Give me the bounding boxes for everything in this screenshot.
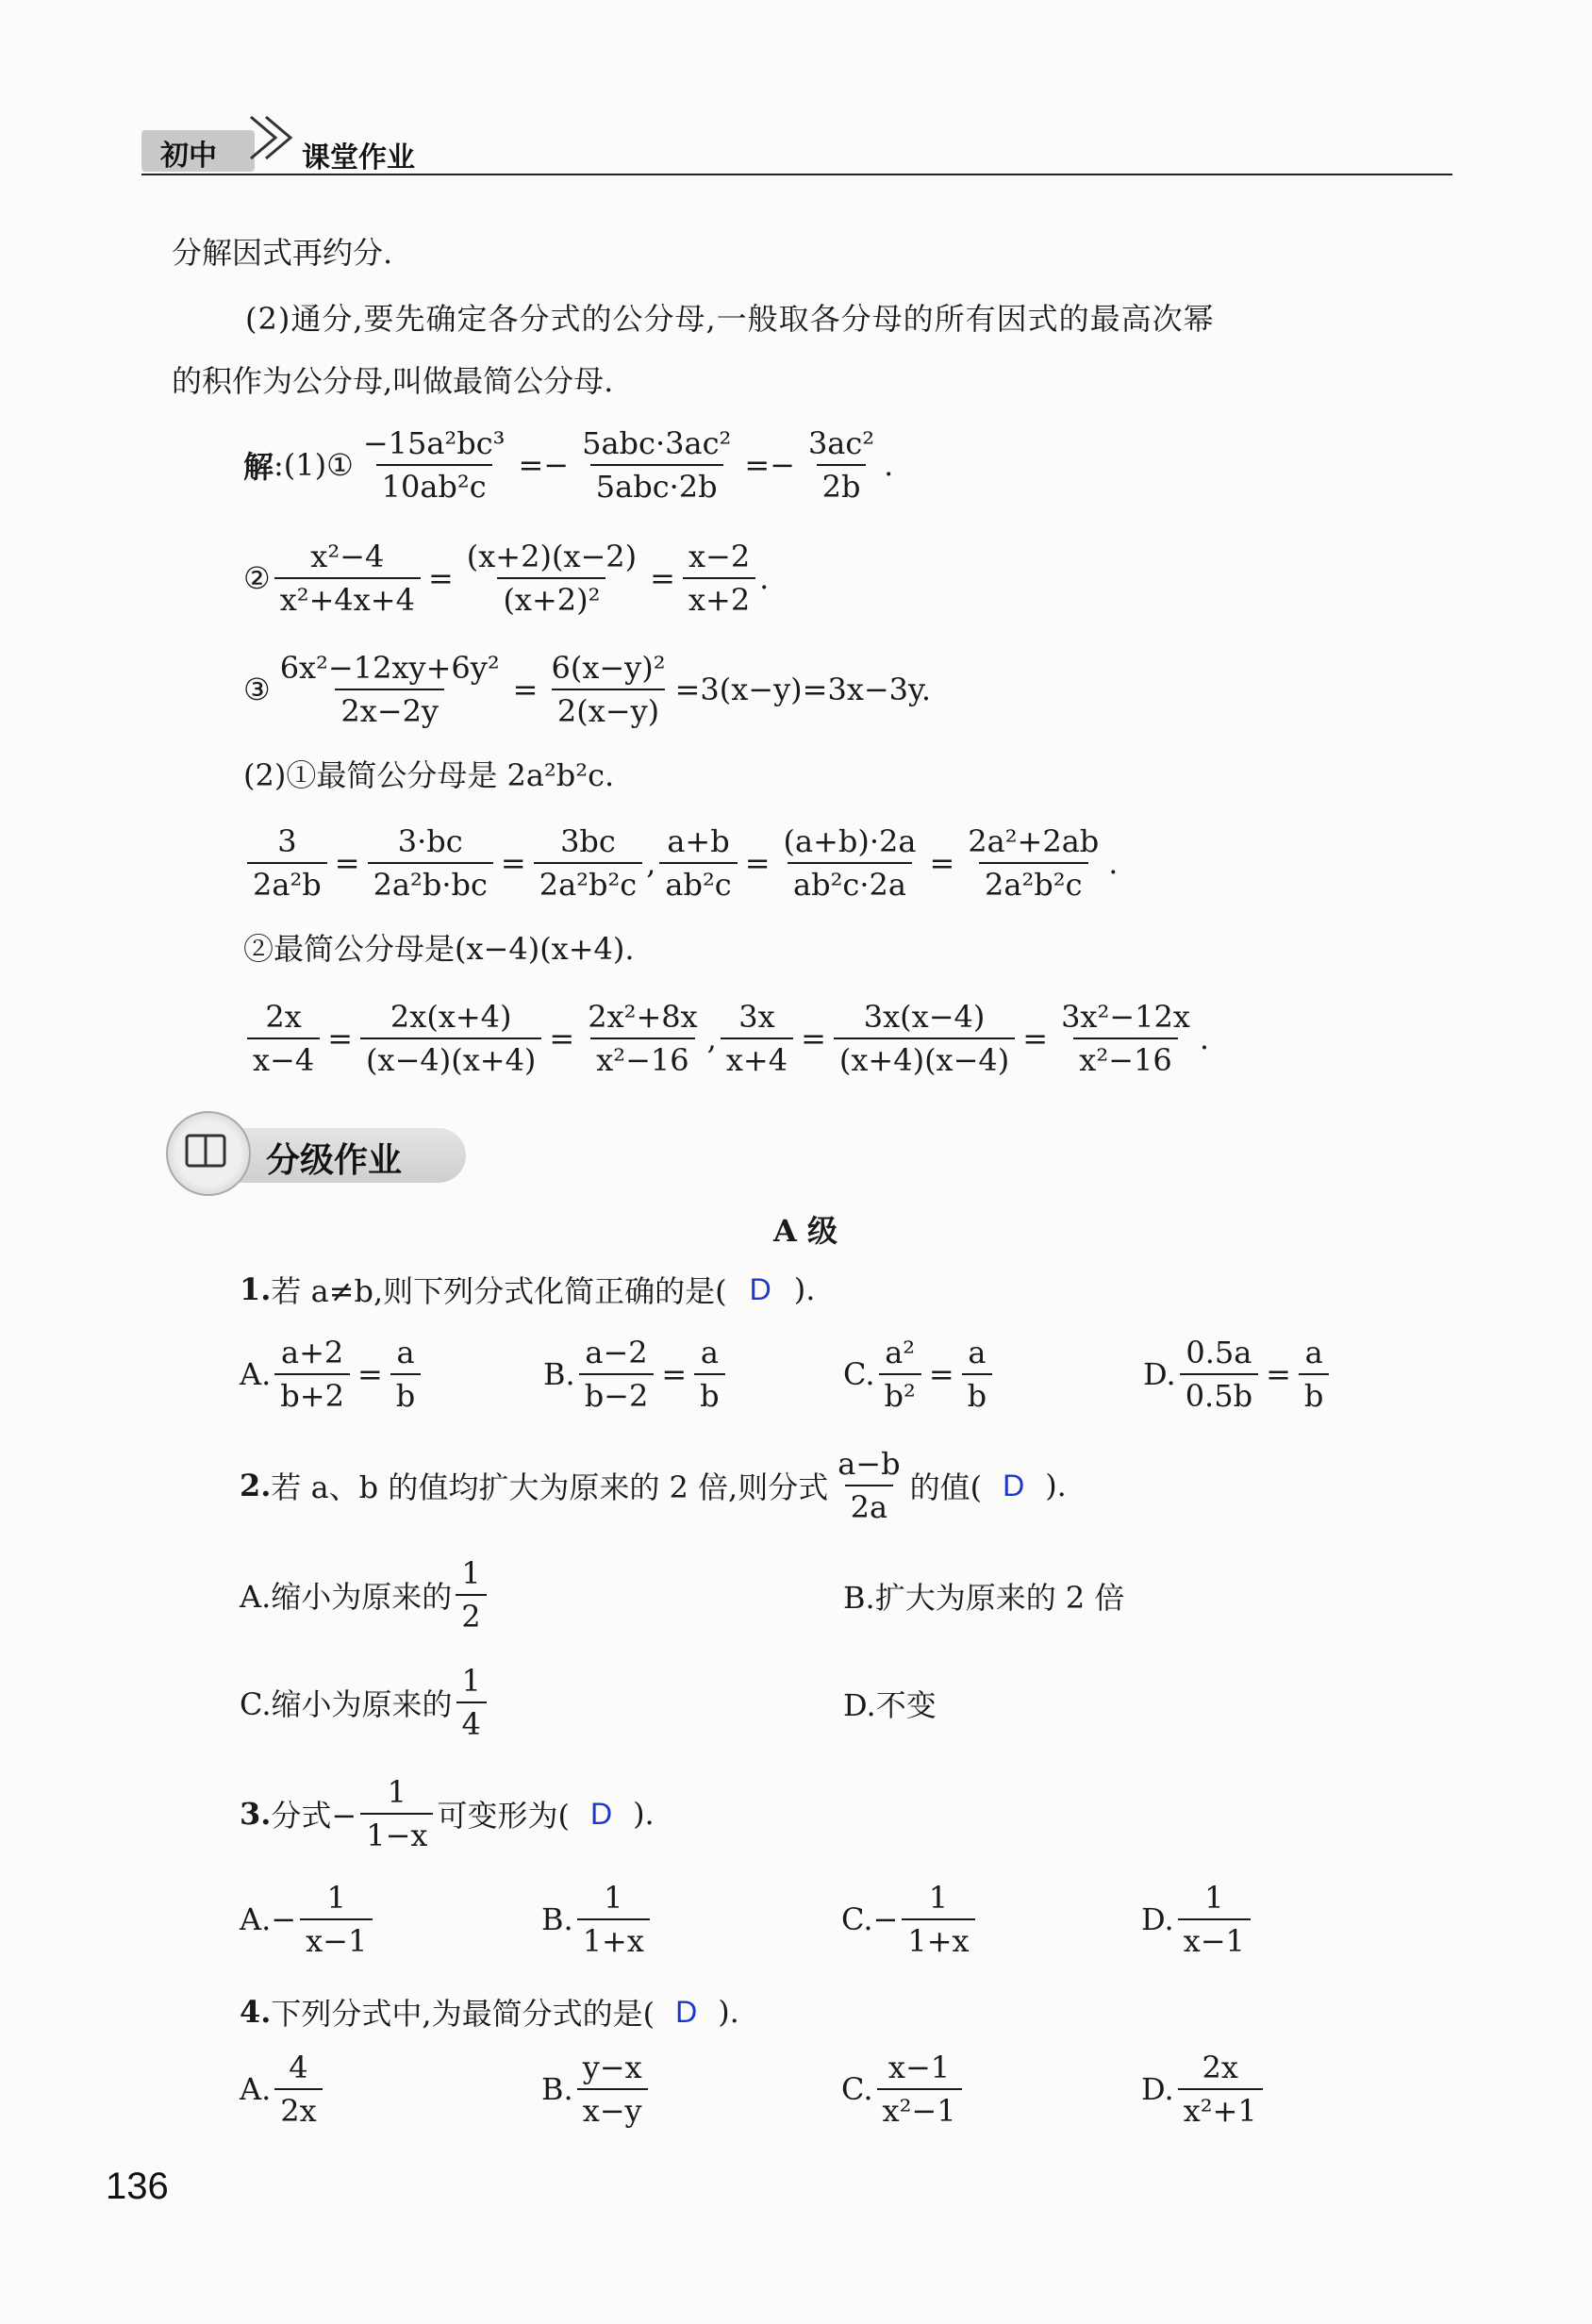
q1-option-c[interactable]: C. $\frac{\text{a²}}{\text{b²}}$ = $\frac{a}{b}$ — [843, 1332, 996, 1417]
solution-eq-3: ③ $\frac{\text{6x²−12xy+6y²}}{2x-2y}$ = $\frac{\text{6(x−y)²}}{2(x-y)}$ =3(x−y)=3x−3y. — [243, 647, 931, 732]
fraction: $\frac{1}{2}$ — [456, 1552, 486, 1637]
answer-badge: D — [675, 1994, 698, 2029]
answer-badge: D — [1003, 1468, 1025, 1502]
q2-option-d[interactable]: D.不变 — [843, 1687, 937, 1723]
q4-option-c[interactable]: C. $\frac{x-1}{\text{x²−1}}$ — [841, 2047, 966, 2132]
solution-eq-2: ② $\frac{\text{x²−4}}{\text{x²+4x+4}}$ = $\frac{(x+2)(x-2)}{\text{(x+2)²}}$ = $\frac{x-2}{x+2}$ . — [243, 536, 769, 621]
fraction: $\frac{\text{−15a²bc³}}{\text{10ab²c}}$ — [357, 423, 511, 507]
fraction: $\frac{1}{1-x}$ — [360, 1771, 433, 1856]
q1-option-a[interactable]: A. $\frac{a+2}{b+2}$ = $\frac{a}{b}$ — [240, 1332, 424, 1417]
fraction: $\frac{a}{b}$ — [390, 1332, 421, 1417]
fraction: $\frac{1}{x-1}$ — [300, 1877, 373, 1962]
fraction: $\frac{a+b}{\text{ab²c}}$ — [659, 821, 737, 905]
fraction: $\frac{\text{6(x−y)²}}{2(x-y)}$ — [545, 647, 671, 732]
fraction: $\frac{1}{x-1}$ — [1178, 1877, 1251, 1962]
solution-part1-prefix: :(1)① — [274, 447, 354, 483]
fraction: $\frac{\text{2a²+2ab}}{\text{2a²b²c}}$ — [962, 821, 1104, 905]
fraction: $\frac{\text{6x²−12xy+6y²}}{2x-2y}$ — [274, 647, 506, 732]
fraction: $\frac{3x}{x+4}$ — [721, 996, 793, 1081]
fraction: $\frac{a-b}{2a}$ — [832, 1443, 905, 1528]
fraction: $\frac{a-2}{b-2}$ — [579, 1332, 655, 1417]
fraction: $\frac{\text{5abc·3ac²}}{\text{5abc·2b}}$ — [576, 423, 737, 507]
intro-line-2: (2)通分,要先确定各分式的公分母,一般取各分母的所有因式的最高次幂 — [245, 301, 1215, 337]
fraction: $\frac{(a+b)\cdot 2a}{\text{ab²c·2a}}$ — [778, 821, 922, 905]
fraction: $\frac{0.5a}{0.5b}$ — [1180, 1332, 1258, 1417]
fraction: $\frac{\text{a²}}{\text{b²}}$ — [879, 1332, 921, 1417]
book-icon — [166, 1111, 251, 1196]
solution-eq-1: 解 :(1)① $\frac{\text{−15a²bc³}}{\text{10ab²c}}$ =− $\frac{\text{5abc·3ac²}}{\text{5abc·2b}}$ =− $\frac{\text{3ac²}}{2b}$ . — [243, 423, 893, 507]
fraction: $\frac{\text{x²−4}}{\text{x²+4x+4}}$ — [274, 536, 421, 621]
fraction: $\frac{a}{b}$ — [962, 1332, 992, 1417]
q2-option-b[interactable]: B.扩大为原来的 2 倍 — [843, 1580, 1125, 1616]
q3-option-a[interactable]: A.− $\frac{1}{x-1}$ — [240, 1877, 376, 1962]
q1-option-d[interactable]: D. $\frac{0.5a}{0.5b}$ = $\frac{a}{b}$ — [1143, 1332, 1333, 1417]
fraction: $\frac{y-x}{x-y}$ — [577, 2047, 648, 2132]
fraction: $\frac{\text{2x²+8x}}{\text{x²−16}}$ — [582, 996, 703, 1081]
intro-line-3: 的积作为公分母,叫做最简公分母. — [172, 363, 614, 399]
question-4: 4. 下列分式中,为最简分式的是( D ). — [240, 1994, 739, 2032]
question-2: 2. 若 a、b 的值均扩大为原来的 2 倍,则分式 $\frac{a-b}{2a}$ 的值( D ). — [240, 1443, 1067, 1528]
book-title: 课堂作业 — [302, 142, 415, 174]
section-title: 分级作业 — [266, 1140, 403, 1179]
q3-option-b[interactable]: B. $\frac{1}{1+x}$ — [541, 1877, 654, 1962]
solution-label: 解 — [243, 449, 274, 485]
fraction: $\frac{2x}{x-4}$ — [247, 996, 320, 1081]
q3-option-c[interactable]: C.− $\frac{1}{1+x}$ — [841, 1877, 979, 1962]
fraction: $\frac{\text{3x²−12x}}{\text{x²−16}}$ — [1055, 996, 1196, 1081]
fraction: $\frac{a}{b}$ — [694, 1332, 724, 1417]
q3-option-d[interactable]: D. $\frac{1}{x-1}$ — [1141, 1877, 1254, 1962]
answer-badge: D — [749, 1271, 771, 1306]
fraction: $\frac{a+2}{b+2}$ — [274, 1332, 350, 1417]
q4-option-b[interactable]: B. $\frac{y-x}{x-y}$ — [541, 2047, 652, 2132]
fraction: $\frac{x-2}{x+2}$ — [683, 536, 755, 621]
solution-part2-line: (2)①最简公分母是 2a²b²c. — [243, 757, 615, 793]
fraction: $\frac{1}{1+x}$ — [902, 1877, 974, 1962]
solution-eq-5: $\frac{2x}{x-4}$ = $\frac{2x(x+4)}{(x-4)(x+4)}$ = $\frac{\text{2x²+8x}}{\text{x²−16}}$ , $\frac{3x}{x+4}$ = $\frac{3x(x-4)}{(x+4)(x-4)}$ = $\frac{\text{3x²−12x}}{\text{x²−16}}$ . — [243, 996, 1209, 1081]
q2-option-a[interactable]: A.缩小为原来的 $\frac{1}{2}$ — [240, 1552, 490, 1637]
solution-eq-4: $\frac{3}{\text{2a²b}}$ = $\frac{3\cdot bc}{\text{2a²b·bc}}$ = $\frac{3bc}{\text{2a²b²c}}$ , $\frac{a+b}{\text{ab²c}}$ = $\frac{(a+b)\cdot 2a}{\text{ab²c·2a}}$ = $\frac{\text{2a²+2ab}}{\text{2a²b²c}}$ . — [243, 821, 1118, 905]
fraction: $\frac{a}{b}$ — [1299, 1332, 1329, 1417]
q1-option-b[interactable]: B. $\frac{a-2}{b-2}$ = $\frac{a}{b}$ — [543, 1332, 729, 1417]
fraction: $\frac{(x+2)(x-2)}{\text{(x+2)²}}$ — [461, 536, 642, 621]
fraction: $\frac{3bc}{\text{2a²b²c}}$ — [534, 821, 643, 905]
fraction: $\frac{3\cdot bc}{\text{2a²b·bc}}$ — [368, 821, 493, 905]
header-rule — [141, 174, 1452, 175]
question-1: 1. 若 a≠b,则下列分式化简正确的是( D ). — [240, 1271, 816, 1309]
fraction: $\frac{\text{3ac²}}{2b}$ — [803, 423, 880, 507]
level-heading: A 级 — [773, 1213, 837, 1249]
intro-line-1: 分解因式再约分. — [172, 235, 393, 271]
q4-option-a[interactable]: A. $\frac{4}{2x}$ — [240, 2047, 326, 2132]
fraction: $\frac{x-1}{\text{x²−1}}$ — [877, 2047, 962, 2132]
level-label: 初中 — [160, 141, 217, 172]
fraction: $\frac{2x(x+4)}{(x-4)(x+4)}$ — [360, 996, 541, 1081]
question-3: 3. 分式− $\frac{1}{1-x}$ 可变形为( D ). — [240, 1771, 655, 1856]
fraction: $\frac{3x(x-4)}{(x+4)(x-4)}$ — [834, 996, 1015, 1081]
q4-option-d[interactable]: D. $\frac{2x}{\text{x²+1}}$ — [1141, 2047, 1267, 2132]
fraction: $\frac{1}{1+x}$ — [577, 1877, 650, 1962]
fraction: $\frac{3}{\text{2a²b}}$ — [247, 821, 327, 905]
fraction: $\frac{1}{4}$ — [456, 1660, 487, 1745]
page-number: 136 — [106, 2166, 169, 2207]
solution-part2-line-2: ②最简公分母是(x−4)(x+4). — [243, 931, 635, 967]
chevron-right-icon — [247, 109, 298, 170]
q2-option-c[interactable]: C.缩小为原来的 $\frac{1}{4}$ — [240, 1660, 490, 1745]
fraction: $\frac{2x}{\text{x²+1}}$ — [1178, 2047, 1263, 2132]
fraction: $\frac{4}{2x}$ — [274, 2047, 322, 2132]
answer-badge: D — [589, 1796, 613, 1831]
